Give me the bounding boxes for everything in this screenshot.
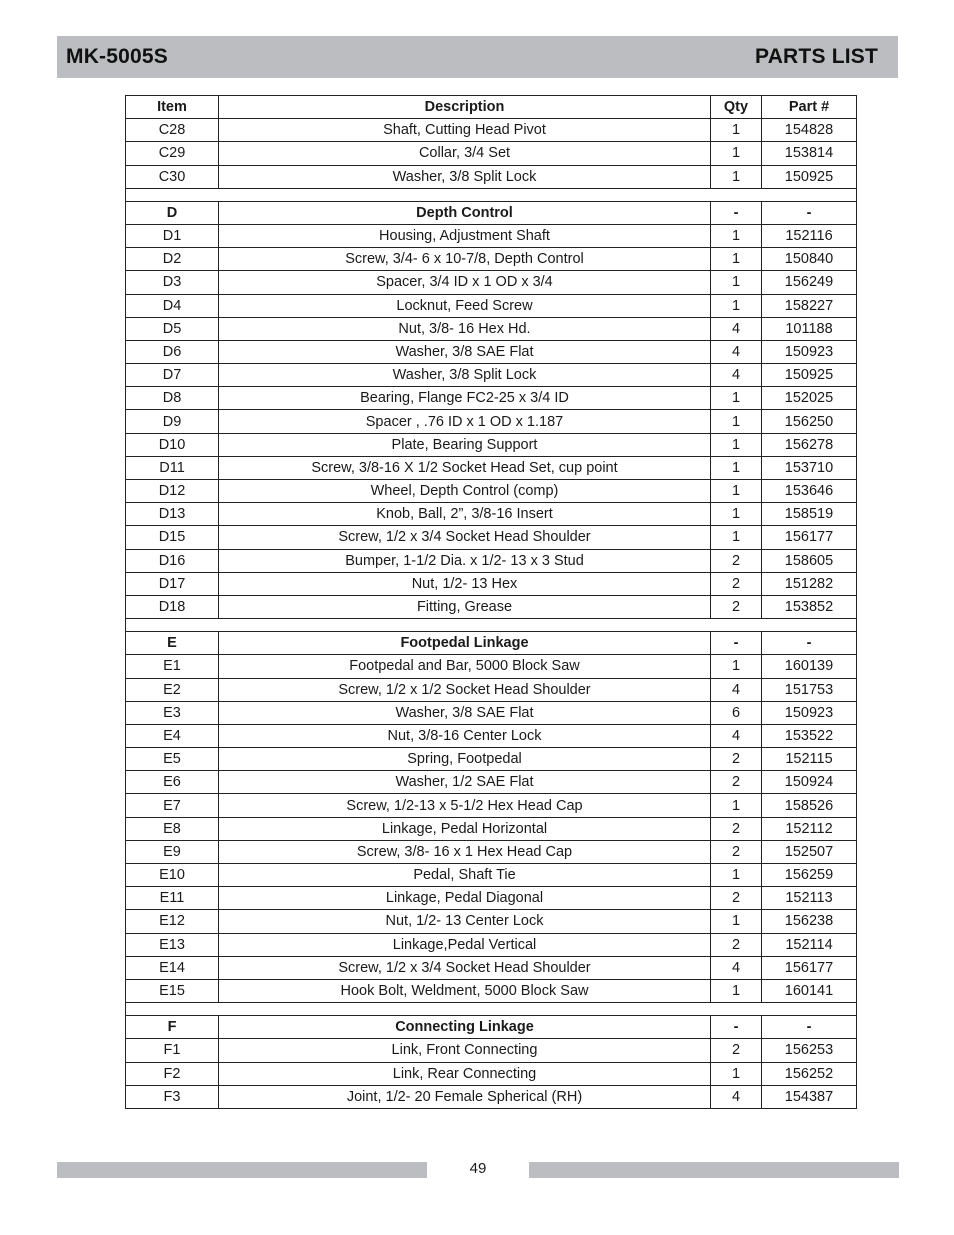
part-number-cell: 150925 [762,165,857,188]
item-cell: D5 [126,317,219,340]
description-cell: Screw, 1/2-13 x 5-1/2 Hex Head Cap [219,794,711,817]
description-cell: Link, Rear Connecting [219,1062,711,1085]
item-cell: F3 [126,1085,219,1108]
description-cell: Screw, 1/2 x 1/2 Socket Head Shoulder [219,678,711,701]
table-row [126,771,857,794]
item-cell: E1 [126,655,219,678]
description-cell: Screw, 3/8-16 X 1/2 Socket Head Set, cup point [219,456,711,479]
description-cell: Linkage, Pedal Horizontal [219,817,711,840]
table-row [126,1062,857,1085]
description-cell: Nut, 1/2- 13 Center Lock [219,910,711,933]
qty-cell: 2 [711,595,762,618]
qty-cell: 2 [711,817,762,840]
item-cell: E4 [126,724,219,747]
page-header [57,36,898,78]
table-row [126,224,857,247]
part-number-cell: 152116 [762,224,857,247]
qty-cell: 1 [711,271,762,294]
description-cell: Hook Bolt, Weldment, 5000 Block Saw [219,979,711,1002]
item-cell: E12 [126,910,219,933]
table-row [126,678,857,701]
qty-cell: 4 [711,340,762,363]
description-cell: Housing, Adjustment Shaft [219,224,711,247]
part-number-cell: 153814 [762,142,857,165]
part-number-cell: 156252 [762,1062,857,1085]
part-number-cell: 150840 [762,248,857,271]
table-row [126,526,857,549]
qty-cell: 1 [711,456,762,479]
qty-cell: 1 [711,864,762,887]
item-cell: D7 [126,364,219,387]
section-row [126,201,857,224]
item-cell: E8 [126,817,219,840]
qty-cell: 2 [711,887,762,910]
table-row [126,1085,857,1108]
description-cell: Nut, 3/8-16 Center Lock [219,724,711,747]
part-number-cell: 153852 [762,595,857,618]
qty-cell: - [711,201,762,224]
item-cell: E [126,632,219,655]
description-cell: Pedal, Shaft Tie [219,864,711,887]
footer-bar-left [57,1162,427,1178]
table-row [126,794,857,817]
table-row [126,887,857,910]
table-row [126,456,857,479]
qty-cell: 1 [711,503,762,526]
qty-cell: 1 [711,142,762,165]
part-number-cell: 156250 [762,410,857,433]
spacer-row [126,188,857,201]
description-cell: Plate, Bearing Support [219,433,711,456]
spacer-cell [126,1003,857,1016]
part-number-cell: 160139 [762,655,857,678]
table-row [126,748,857,771]
item-cell: C29 [126,142,219,165]
table-row [126,387,857,410]
description-cell: Screw, 3/4- 6 x 10-7/8, Depth Control [219,248,711,271]
part-number-cell: 152025 [762,387,857,410]
item-cell: D1 [126,224,219,247]
description-cell: Nut, 1/2- 13 Hex [219,572,711,595]
description-cell: Washer, 3/8 SAE Flat [219,340,711,363]
part-number-cell: 152112 [762,817,857,840]
qty-cell: 4 [711,678,762,701]
part-number-cell: 152115 [762,748,857,771]
table-row [126,248,857,271]
parts-table-body [126,119,857,1109]
item-cell: C30 [126,165,219,188]
table-row [126,317,857,340]
part-number-cell: 152113 [762,887,857,910]
item-cell: F1 [126,1039,219,1062]
part-number-cell: 158227 [762,294,857,317]
qty-cell: 1 [711,433,762,456]
description-cell: Spring, Footpedal [219,748,711,771]
qty-cell: 2 [711,549,762,572]
table-row [126,364,857,387]
qty-cell: 1 [711,979,762,1002]
table-row [126,572,857,595]
item-cell: D8 [126,387,219,410]
part-number-cell: 156278 [762,433,857,456]
item-cell: E9 [126,840,219,863]
part-number-cell: - [762,632,857,655]
description-cell: Collar, 3/4 Set [219,142,711,165]
table-row [126,142,857,165]
model-title: MK-5005S [66,45,168,68]
item-cell: E10 [126,864,219,887]
description-cell: Linkage, Pedal Diagonal [219,887,711,910]
item-cell: D11 [126,456,219,479]
description-cell: Knob, Ball, 2”, 3/8-16 Insert [219,503,711,526]
column-header-description: Description [219,96,711,119]
qty-cell: 1 [711,387,762,410]
table-row [126,840,857,863]
qty-cell: 2 [711,771,762,794]
description-cell: Linkage,Pedal Vertical [219,933,711,956]
spacer-row [126,1003,857,1016]
item-cell: D18 [126,595,219,618]
table-row [126,480,857,503]
item-cell: E5 [126,748,219,771]
part-number-cell: 158519 [762,503,857,526]
parts-table [125,95,857,1109]
part-number-cell: 152507 [762,840,857,863]
table-row [126,864,857,887]
table-row [126,433,857,456]
qty-cell: 2 [711,748,762,771]
qty-cell: - [711,1016,762,1039]
item-cell: D10 [126,433,219,456]
part-number-cell: 154387 [762,1085,857,1108]
part-number-cell: 151282 [762,572,857,595]
description-cell: Footpedal and Bar, 5000 Block Saw [219,655,711,678]
item-cell: D4 [126,294,219,317]
item-cell: E14 [126,956,219,979]
description-cell: Bumper, 1-1/2 Dia. x 1/2- 13 x 3 Stud [219,549,711,572]
qty-cell: 2 [711,840,762,863]
item-cell: D2 [126,248,219,271]
description-cell: Washer, 3/8 SAE Flat [219,701,711,724]
section-row [126,1016,857,1039]
item-cell: D16 [126,549,219,572]
table-row [126,165,857,188]
table-row [126,933,857,956]
item-cell: D17 [126,572,219,595]
part-number-cell: 150924 [762,771,857,794]
table-row [126,119,857,142]
description-cell: Screw, 1/2 x 3/4 Socket Head Shoulder [219,526,711,549]
qty-cell: 4 [711,724,762,747]
description-cell: Screw, 3/8- 16 x 1 Hex Head Cap [219,840,711,863]
part-number-cell: 158526 [762,794,857,817]
page-number: 49 [469,1160,487,1177]
description-cell: Screw, 1/2 x 3/4 Socket Head Shoulder [219,956,711,979]
item-cell: D3 [126,271,219,294]
part-number-cell: 158605 [762,549,857,572]
description-cell: Wheel, Depth Control (comp) [219,480,711,503]
item-cell: D6 [126,340,219,363]
table-row [126,910,857,933]
footer-bar-right [529,1162,899,1178]
table-header-row [126,96,857,119]
table-row [126,1039,857,1062]
qty-cell: 1 [711,910,762,933]
item-cell: D12 [126,480,219,503]
description-cell: Locknut, Feed Screw [219,294,711,317]
item-cell: D9 [126,410,219,433]
description-cell: Connecting Linkage [219,1016,711,1039]
description-cell: Shaft, Cutting Head Pivot [219,119,711,142]
table-row [126,817,857,840]
description-cell: Spacer , .76 ID x 1 OD x 1.187 [219,410,711,433]
item-cell: E15 [126,979,219,1002]
description-cell: Fitting, Grease [219,595,711,618]
part-number-cell: 101188 [762,317,857,340]
item-cell: D15 [126,526,219,549]
description-cell: Footpedal Linkage [219,632,711,655]
qty-cell: 1 [711,224,762,247]
part-number-cell: 154828 [762,119,857,142]
qty-cell: 2 [711,1039,762,1062]
table-row [126,410,857,433]
qty-cell: 4 [711,956,762,979]
part-number-cell: 160141 [762,979,857,1002]
qty-cell: 1 [711,119,762,142]
table-row [126,956,857,979]
item-cell: E6 [126,771,219,794]
part-number-cell: 156177 [762,956,857,979]
item-cell: E11 [126,887,219,910]
qty-cell: 4 [711,317,762,340]
description-cell: Washer, 3/8 Split Lock [219,165,711,188]
item-cell: E7 [126,794,219,817]
part-number-cell: 153522 [762,724,857,747]
part-number-cell: - [762,201,857,224]
part-number-cell: 151753 [762,678,857,701]
item-cell: E2 [126,678,219,701]
part-number-cell: 156259 [762,864,857,887]
table-row [126,340,857,363]
item-cell: D13 [126,503,219,526]
section-row [126,632,857,655]
part-number-cell: 156249 [762,271,857,294]
description-cell: Nut, 3/8- 16 Hex Hd. [219,317,711,340]
spacer-row [126,619,857,632]
part-number-cell: 153710 [762,456,857,479]
qty-cell: 1 [711,655,762,678]
table-row [126,724,857,747]
qty-cell: 1 [711,526,762,549]
spacer-cell [126,619,857,632]
qty-cell: 4 [711,364,762,387]
description-cell: Washer, 3/8 Split Lock [219,364,711,387]
qty-cell: 1 [711,294,762,317]
item-cell: C28 [126,119,219,142]
part-number-cell: 156177 [762,526,857,549]
part-number-cell: 152114 [762,933,857,956]
part-number-cell: 150923 [762,701,857,724]
qty-cell: 1 [711,1062,762,1085]
qty-cell: 1 [711,248,762,271]
qty-cell: 2 [711,933,762,956]
description-cell: Spacer, 3/4 ID x 1 OD x 3/4 [219,271,711,294]
part-number-cell: 156238 [762,910,857,933]
description-cell: Depth Control [219,201,711,224]
description-cell: Bearing, Flange FC2-25 x 3/4 ID [219,387,711,410]
column-header-qty: Qty [711,96,762,119]
item-cell: D [126,201,219,224]
item-cell: F2 [126,1062,219,1085]
table-row [126,595,857,618]
table-row [126,271,857,294]
description-cell: Joint, 1/2- 20 Female Spherical (RH) [219,1085,711,1108]
table-row [126,655,857,678]
part-number-cell: 153646 [762,480,857,503]
qty-cell: 1 [711,480,762,503]
table-row [126,979,857,1002]
item-cell: E3 [126,701,219,724]
spacer-cell [126,188,857,201]
qty-cell: 1 [711,165,762,188]
qty-cell: - [711,632,762,655]
description-cell: Link, Front Connecting [219,1039,711,1062]
item-cell: E13 [126,933,219,956]
part-number-cell: 150923 [762,340,857,363]
table-row [126,294,857,317]
qty-cell: 2 [711,572,762,595]
column-header-part: Part # [762,96,857,119]
part-number-cell: - [762,1016,857,1039]
qty-cell: 4 [711,1085,762,1108]
item-cell: F [126,1016,219,1039]
column-header-item: Item [126,96,219,119]
table-row [126,503,857,526]
table-row [126,549,857,572]
table-row [126,701,857,724]
part-number-cell: 156253 [762,1039,857,1062]
qty-cell: 6 [711,701,762,724]
description-cell: Washer, 1/2 SAE Flat [219,771,711,794]
qty-cell: 1 [711,794,762,817]
qty-cell: 1 [711,410,762,433]
part-number-cell: 150925 [762,364,857,387]
section-title: PARTS LIST [755,45,878,68]
